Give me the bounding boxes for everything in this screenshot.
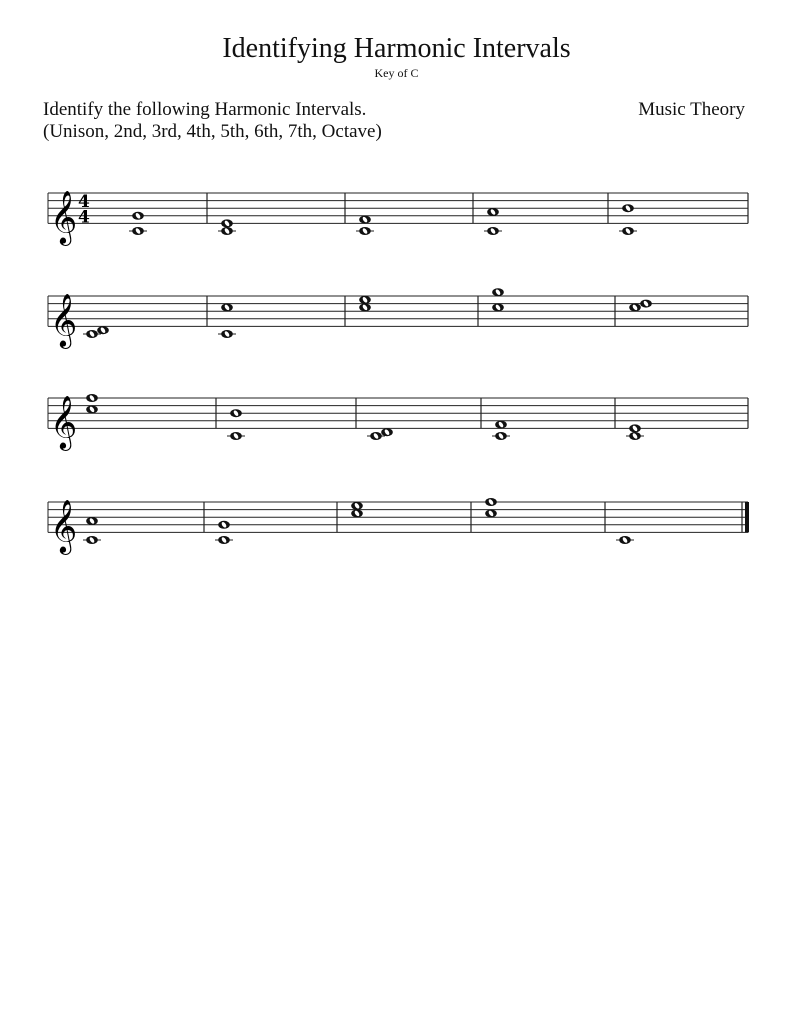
treble-clef-icon: 𝄞: [50, 394, 78, 449]
interval-options-line: (Unison, 2nd, 3rd, 4th, 5th, 6th, 7th, Octave): [43, 121, 382, 142]
treble-clef-icon: 𝄞: [50, 498, 78, 553]
category-label: Music Theory: [638, 99, 745, 120]
time-signature-top: 4: [78, 192, 90, 213]
treble-clef-icon: 𝄞: [50, 189, 78, 244]
instruction-line: Identify the following Harmonic Intervals.: [43, 99, 367, 120]
page-title: Identifying Harmonic Intervals: [222, 33, 571, 64]
key-subtitle: Key of C: [374, 66, 419, 80]
treble-clef-icon: 𝄞: [50, 292, 78, 347]
time-signature-bottom: 4: [78, 207, 90, 228]
final-barline-thick: [745, 502, 749, 532]
